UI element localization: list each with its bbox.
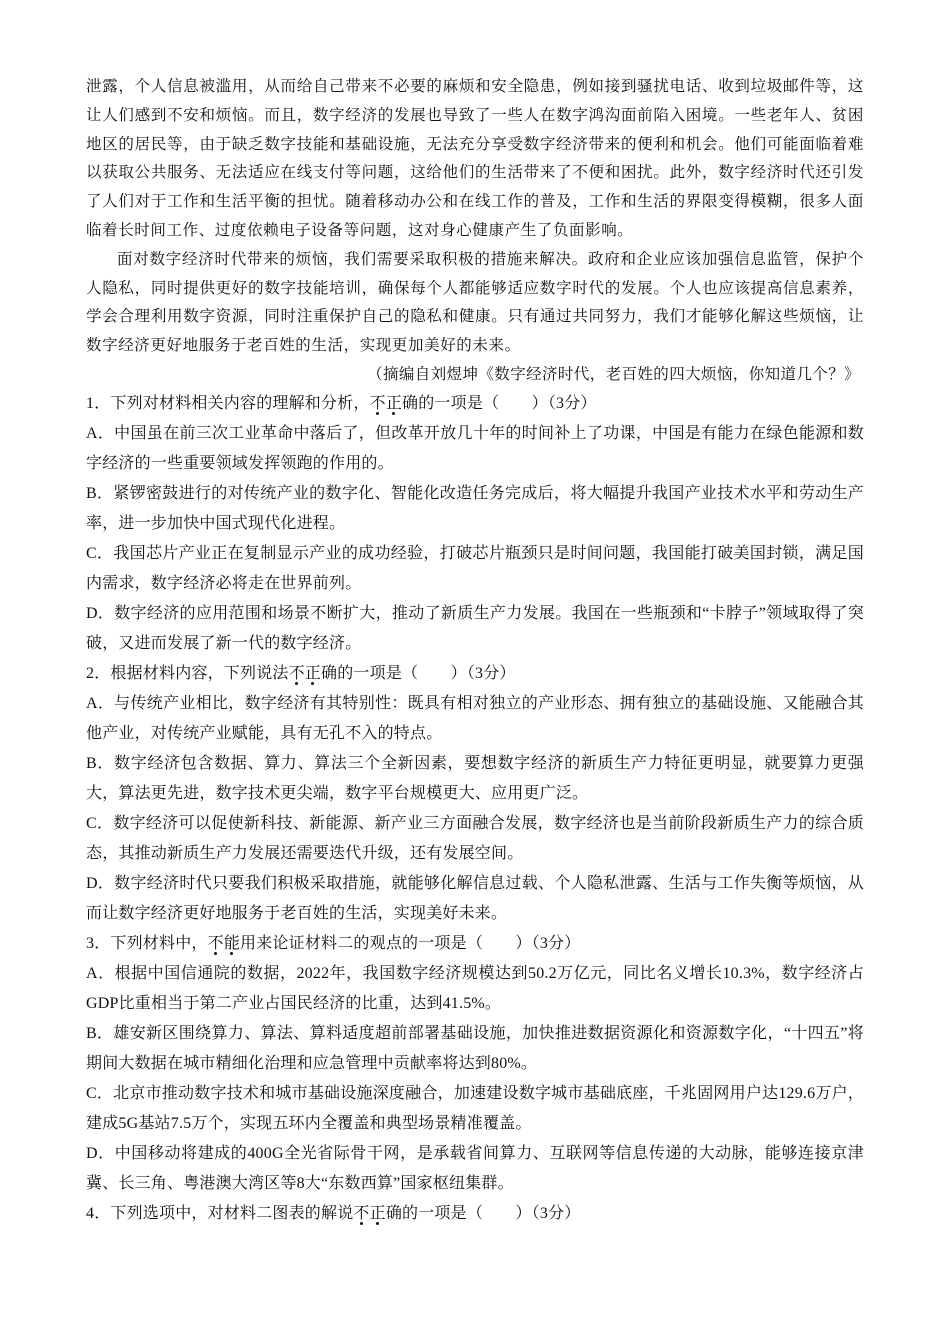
option-a: A．根据中国信通院的数据，2022年，我国数字经济规模达到50.2万亿元，同比名义增长10.3%，数字经济占GDP比重相当于第二产业占国民经济的比重，达到41.5%。	[86, 964, 864, 1012]
option-b: B．数字经济包含数据、算力、算法三个全新因素，要想数字经济的新质生产力特征更明显，就要算力更强大，算法更先进，数字技术更尖端，数字平台规模更大、应用更广泛。	[86, 754, 864, 802]
question-3	[86, 929, 864, 1199]
question-4	[86, 1199, 864, 1229]
emphasis-dot: 不	[207, 934, 224, 952]
option-c: C．北京市推动数字技术和城市基础设施深度融合，加速建设数字城市基础底座，千兆固网用户达129.6万户，建成5G基站7.5万个，实现五环内全覆盖和典型场景精准覆盖。	[86, 1084, 864, 1132]
option-d: D．数字经济的应用范围和场景不断扩大，推动了新质生产力发展。我国在一些瓶颈和“卡脖子”领域取得了突破，又进而发展了新一代的数字经济。	[86, 604, 864, 652]
emphasis-dot: 正	[304, 664, 322, 682]
emphasis-dot: 能	[223, 934, 241, 952]
question-2	[86, 659, 864, 929]
question-stem: 3．下列材料中，不能用来论证材料二的观点的一项是（ ）（3分）	[86, 934, 581, 952]
emphasis-dot: 正	[369, 1204, 386, 1222]
option-c: C．我国芯片产业正在复制显示产业的成功经验，打破芯片瓶颈只是时间问题，我国能打破美国封锁，满足国内需求，数字经济必将走在世界前列。	[86, 544, 864, 592]
passage-paragraph-2: 面对数字经济时代带来的烦恼，我们需要采取积极的措施来解决。政府和企业应该加强信息监管，保护个人隐私，同时提供更好的数字技能培训，确保每个人都能够适应数字时代的发展。个人也应该提高信息素养，学会合理利用数字资源，同时注重保护自己的隐私和健康。只有通过共同努力，我们才能够化解这些烦恼，让数字经济更好地服务于老百姓的生活，实现更加美好的未来。	[86, 249, 864, 355]
emphasis-dot: 不	[288, 664, 305, 682]
option-d: D．数字经济时代只要我们积极采取措施，就能够化解信息过载、个人隐私泄露、生活与工作失衡等烦恼，从而让数字经济更好地服务于老百姓的生活，实现美好未来。	[86, 874, 864, 922]
question-stem: 2．根据材料内容，下列说法不正确的一项是（ ）（3分）	[86, 664, 516, 682]
emphasis-dot: 不	[353, 1204, 370, 1222]
question-stem: 4．下列选项中，对材料二图表的解说不正确的一项是（ ）（3分）	[86, 1204, 581, 1222]
option-a: A．中国虽在前三次工业革命中落后了，但改革开放几十年的时间补上了功课，中国是有能力在绿色能源和数字经济的一些重要领域发挥领跑的作用的。	[86, 424, 864, 472]
reading-passage	[86, 72, 864, 389]
option-b: B．紧锣密鼓进行的对传统产业的数字化、智能化改造任务完成后，将大幅提升我国产业技术水平和劳动生产率，进一步加快中国式现代化进程。	[86, 484, 864, 532]
option-b: B．雄安新区围绕算力、算法、算料适度超前部署基础设施，加快推进数据资源化和资源数字化，“十四五”将期间大数据在城市精细化治理和应急管理中贡献率将达到80%。	[86, 1024, 864, 1072]
option-d: D．中国移动将建成的400G全光省际骨干网，是承载省间算力、互联网等信息传递的大动脉，能够连接京津冀、长三角、粤港澳大湾区等8大“东数西算”国家枢纽集群。	[86, 1144, 864, 1192]
emphasis-dot: 正	[385, 394, 403, 412]
option-a: A．与传统产业相比，数字经济有其特别性：既具有相对独立的产业形态、拥有独立的基础设施、又能融合其他产业，对传统产业赋能，具有无孔不入的特点。	[86, 694, 864, 742]
question-1	[86, 389, 864, 659]
passage-paragraph-1: 泄露，个人信息被滥用，从而给自己带来不必要的麻烦和安全隐患，例如接到骚扰电话、收到垃圾邮件等，这让人们感到不安和烦恼。而且，数字经济的发展也导致了一些人在数字鸿沟面前陷入困境。一些老年人、贫困地区的居民等，由于缺乏数字技能和基础设施，无法充分享受数字经济带来的便利和机会。他们可能面临着难以获取公共服务、无法适应在线支付等问题，这给他们的生活带来了不便和困扰。此外，数字经济时代还引发了人们对于工作和生活平衡的担忧。随着移动办公和在线工作的普及，工作和生活的界限变得模糊，很多人面临着长时间工作、过度依赖电子设备等问题，这对身心健康产生了负面影响。	[86, 77, 864, 239]
question-stem: 1．下列对材料相关内容的理解和分析，不正确的一项是（ ）（3分）	[86, 394, 597, 412]
option-c: C．数字经济可以促使新科技、新能源、新产业三方面融合发展，数字经济也是当前阶段新质生产力的综合质态，其推动新质生产力发展还需要迭代升级，还有发展空间。	[86, 814, 864, 862]
emphasis-dot: 不	[369, 394, 386, 412]
passage-source: （摘编自刘煜坤《数字经济时代，老百姓的四大烦恼，你知道几个？》	[367, 364, 860, 383]
